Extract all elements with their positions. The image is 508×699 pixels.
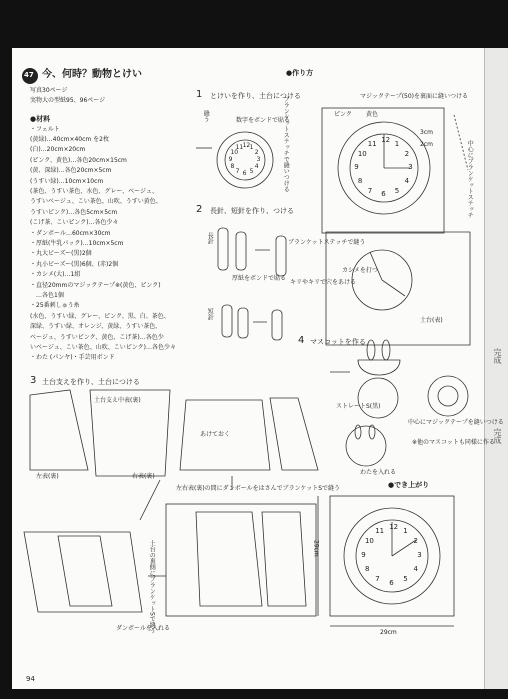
note-insert-cardboard: ダンボールを入れる [116, 625, 170, 632]
note-center-velcro: 中心にマジックテープを縫いつける [408, 419, 504, 426]
clock-number: 12 [389, 523, 399, 532]
material-line: うすいベージュ、こい茶色、山吹、うすい黄色、 [30, 198, 162, 206]
support-final-left [24, 532, 142, 612]
note-height-29cm: 29cm [312, 540, 320, 557]
note-back-stitch: 土台の裏側にブランケットSで縫う [148, 540, 156, 634]
material-line: (こげ茶、こいピンク)…各色少々 [30, 219, 119, 227]
material-line: (黄緑)…40cm×40cm を2枚 [30, 136, 109, 143]
clock-number: 12 [242, 141, 251, 149]
note-velcro: マジックテープ(50)を裏面に縫いつける [360, 93, 469, 100]
clock-number: 9 [361, 551, 366, 560]
step3-number: 3 [30, 375, 37, 386]
felt-heading: ・フェルト [30, 126, 60, 133]
mascot-body [358, 378, 398, 418]
note-yellow: 黄色 [366, 111, 379, 118]
material-line: ・カシメ(大)…1組 [30, 271, 81, 279]
clock-number: 5 [249, 167, 254, 175]
clock-number: 4 [254, 162, 259, 170]
edge-text-1: 完成 [493, 348, 502, 364]
clock-number: 7 [235, 167, 240, 175]
support-left-piece [30, 390, 88, 470]
mascot-head [358, 360, 400, 375]
clock-number: 2 [254, 148, 259, 156]
clock-number: 11 [367, 139, 377, 148]
long-hand-piece [218, 228, 228, 270]
clock-number: 7 [367, 186, 373, 195]
clock-number: 6 [389, 579, 394, 588]
note-right-back: 右表(裏) [132, 473, 155, 480]
clock-number: 3 [256, 155, 261, 163]
note-3cm: 3cm [420, 129, 433, 136]
note-base-front: 土台(表) [420, 317, 443, 324]
clock-number: 3 [408, 163, 413, 172]
material-line: (水色、うすい緑、グレー、ピンク、黒、白、茶色、 [30, 312, 170, 320]
note-short-hand: 短針 [206, 308, 214, 320]
clock-number: 10 [364, 537, 374, 546]
note-width-29cm: 29cm [380, 629, 397, 636]
clock-number: 1 [403, 526, 408, 535]
material-line: (白)…20cm×20cm [30, 146, 86, 154]
step1-number: 1 [196, 89, 203, 100]
clock-number: 1 [394, 139, 400, 148]
step4-number: 4 [298, 335, 305, 346]
material-line: 深緑、うすい緑、オレンジ、黄緑、うすい茶色、 [30, 323, 162, 331]
note-support-center: 土台支え中表(裏) [94, 397, 141, 404]
clock-number: 5 [394, 186, 400, 195]
material-line: ・わた (パンヤ)・手芸用ボンド [30, 354, 115, 362]
note-other-mascots: ※他のマスコットも同様に作る [412, 439, 495, 446]
material-line: ベージュ、うすいピンク、黄色、こげ茶)…各色少 [30, 333, 164, 341]
material-line: (茶色、うすい茶色、水色、グレー、ベージュ、 [30, 188, 158, 195]
material-line: (ピンク、黄色)…各色20cm×15cm [30, 156, 127, 164]
materials-heading: ●材料 [30, 115, 51, 123]
project-title: 今、何時？動物とけい [42, 69, 142, 80]
project-number: 47 [24, 71, 34, 79]
step2-number: 2 [196, 204, 203, 215]
clock-number: 4 [404, 176, 410, 185]
clock-number: 7 [375, 575, 380, 584]
note-long-hand: 長針 [206, 232, 214, 244]
material-line: いベージュ、こい茶色、山吹、こいピンク)…各色少々 [30, 344, 176, 351]
photo-reference: 写真30ページ [30, 87, 68, 94]
note-blanket-stitch: ブランケットステッチで縫いつける [282, 96, 290, 192]
clock-number: 6 [242, 169, 247, 177]
note-center-stitch: 中心にブランケットステッチ [466, 140, 474, 218]
step4-label: マスコットを作る [310, 338, 366, 346]
clock-number: 8 [364, 565, 370, 574]
clock-number: 10 [230, 148, 239, 156]
material-line: ・直径20mmのマジックテープ※(黄色、ピンク) [30, 281, 161, 289]
base-hands-panel [326, 232, 470, 345]
note-cardboard-between: 左右表(裏)の間にダンボールをはさんでブランケットSで縫う [176, 485, 341, 492]
material-line: (黄、深緑)…各色20cm×5cm [30, 167, 112, 175]
clock-number: 8 [357, 176, 363, 185]
note-rivet: カシメを打つ [342, 267, 378, 274]
material-line: うすいピンク)…各色5cm×5cm [30, 208, 118, 216]
material-line: ・厚紙(牛乳パック)…10cm×5cm [30, 240, 124, 247]
clock-number: 8 [230, 162, 235, 170]
note-left-back: 左表(裏) [36, 473, 59, 480]
clock-number: 5 [403, 575, 408, 584]
step2-label: 長針、短針を作り、つける [210, 207, 294, 215]
material-line: ・丸大ビーズー(黒)2個 [30, 250, 92, 258]
clock-number: 2 [404, 149, 410, 158]
clock-number: 9 [228, 155, 233, 163]
clock-number: 12 [381, 136, 391, 145]
clock-number: 1 [249, 143, 254, 151]
note-punch-hole: キリやキリで穴をあける [290, 279, 357, 286]
note-stuffing: わたを入れる [360, 469, 397, 476]
support-assembly [166, 504, 320, 616]
material-line: ・25番刺しゅう糸 [30, 302, 80, 310]
clock-number: 6 [381, 190, 386, 199]
note-leave-open: あけておく [200, 431, 231, 438]
clock-number: 11 [375, 526, 385, 535]
clock-number: 3 [417, 551, 422, 560]
step3-label: 土台支えを作り、土台につける [42, 378, 140, 386]
material-line: ・ダンボール…60cm×30cm [30, 229, 111, 237]
note-2cm: 2cm [420, 141, 433, 148]
pattern-reference: 実物大の型紙95、96ページ [30, 97, 106, 104]
finished-heading: ●でき上がり [388, 481, 430, 489]
clock-number: 2 [413, 537, 418, 546]
note-glue-numbers: 数字をボンドで貼る [236, 117, 291, 124]
clock-number: 4 [413, 565, 418, 574]
material-line: (うすい緑)…10cm×10cm [30, 177, 104, 185]
clock-number: 11 [235, 143, 244, 151]
short-hand-piece [222, 305, 232, 337]
note-pink: ピンク [334, 111, 352, 118]
note-sew: 縫う [202, 110, 210, 122]
step1-label: とけいを作り、土台につける [210, 92, 301, 100]
note-straight-stitch: ストレートS(黒) [336, 403, 381, 410]
material-line: …各色1個 [30, 292, 64, 299]
page-number: 94 [26, 675, 35, 683]
clock-number: 10 [357, 149, 367, 158]
edge-text-2: 完成 [493, 428, 502, 444]
note-cardboard-glue: 厚紙をボンドで貼る [232, 275, 287, 282]
material-line: ・丸小ビーズー(黒)6個、(赤)2個 [30, 260, 119, 268]
clock-number: 9 [354, 163, 359, 172]
note-stitch-sew: ブランケットステッチで縫う [288, 239, 366, 246]
how-to-heading: ●作り方 [286, 69, 314, 77]
